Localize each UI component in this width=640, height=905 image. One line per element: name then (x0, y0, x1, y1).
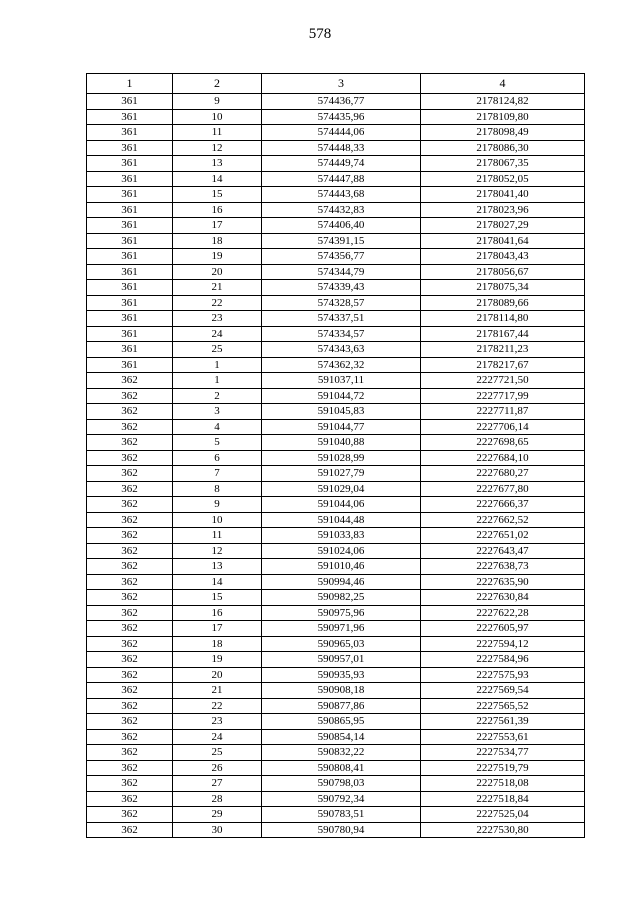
x-coordinate-cell: 574337,51 (262, 311, 421, 327)
table-row (87, 822, 585, 838)
point-number-cell: 15 (173, 187, 262, 203)
point-number-cell: 24 (173, 729, 262, 745)
page-number: 578 (308, 26, 332, 42)
point-number-cell: 5 (173, 435, 262, 451)
table-row (87, 125, 585, 141)
x-coordinate-cell: 590877,86 (262, 698, 421, 714)
x-coordinate-cell: 590908,18 (262, 683, 421, 699)
x-coordinate-cell: 590865,95 (262, 714, 421, 730)
point-number-cell: 13 (173, 156, 262, 172)
x-coordinate-cell: 574362,32 (262, 357, 421, 373)
point-number-cell: 22 (173, 295, 262, 311)
x-coordinate-cell: 590792,34 (262, 791, 421, 807)
point-number-cell: 9 (173, 94, 262, 110)
x-coordinate-cell: 590808,41 (262, 760, 421, 776)
table-row (87, 621, 585, 637)
y-coordinate-cell: 2227666,37 (421, 497, 585, 513)
parcel-number-cell: 362 (87, 466, 173, 482)
point-number-cell: 20 (173, 667, 262, 683)
table-row (87, 435, 585, 451)
table-row (87, 497, 585, 513)
x-coordinate-cell: 590798,03 (262, 776, 421, 792)
point-number-cell: 16 (173, 202, 262, 218)
y-coordinate-cell: 2227622,28 (421, 605, 585, 621)
x-coordinate-cell: 574343,63 (262, 342, 421, 358)
parcel-number-cell: 362 (87, 512, 173, 528)
x-coordinate-cell: 591029,04 (262, 481, 421, 497)
y-coordinate-cell: 2227519,79 (421, 760, 585, 776)
column-header-1: 1 (87, 74, 173, 94)
parcel-number-cell: 362 (87, 822, 173, 838)
table-row (87, 171, 585, 187)
y-coordinate-cell: 2178124,82 (421, 94, 585, 110)
parcel-number-cell: 361 (87, 109, 173, 125)
y-coordinate-cell: 2227553,61 (421, 729, 585, 745)
x-coordinate-cell: 574339,43 (262, 280, 421, 296)
y-coordinate-cell: 2178041,40 (421, 187, 585, 203)
x-coordinate-cell: 590957,01 (262, 652, 421, 668)
point-number-cell: 24 (173, 326, 262, 342)
x-coordinate-cell: 574448,33 (262, 140, 421, 156)
point-number-cell: 12 (173, 543, 262, 559)
point-number-cell: 14 (173, 171, 262, 187)
point-number-cell: 11 (173, 528, 262, 544)
point-number-cell: 29 (173, 807, 262, 823)
point-number-cell: 18 (173, 636, 262, 652)
x-coordinate-cell: 591024,06 (262, 543, 421, 559)
point-number-cell: 23 (173, 714, 262, 730)
table-row (87, 326, 585, 342)
y-coordinate-cell: 2178041,64 (421, 233, 585, 249)
y-coordinate-cell: 2227565,52 (421, 698, 585, 714)
parcel-number-cell: 362 (87, 636, 173, 652)
x-coordinate-cell: 574435,96 (262, 109, 421, 125)
table-row (87, 714, 585, 730)
parcel-number-cell: 361 (87, 326, 173, 342)
parcel-number-cell: 362 (87, 419, 173, 435)
table-row (87, 264, 585, 280)
table-row (87, 94, 585, 110)
table-row (87, 776, 585, 792)
point-number-cell: 7 (173, 466, 262, 482)
point-number-cell: 25 (173, 342, 262, 358)
y-coordinate-cell: 2178109,80 (421, 109, 585, 125)
x-coordinate-cell: 590832,22 (262, 745, 421, 761)
x-coordinate-cell: 574406,40 (262, 218, 421, 234)
y-coordinate-cell: 2227518,84 (421, 791, 585, 807)
parcel-number-cell: 362 (87, 683, 173, 699)
y-coordinate-cell: 2227561,39 (421, 714, 585, 730)
x-coordinate-cell: 591033,83 (262, 528, 421, 544)
y-coordinate-cell: 2227711,87 (421, 404, 585, 420)
parcel-number-cell: 361 (87, 171, 173, 187)
x-coordinate-cell: 591044,48 (262, 512, 421, 528)
y-coordinate-cell: 2227662,52 (421, 512, 585, 528)
x-coordinate-cell: 591044,72 (262, 388, 421, 404)
point-number-cell: 22 (173, 698, 262, 714)
y-coordinate-cell: 2178052,05 (421, 171, 585, 187)
table-header (87, 74, 585, 94)
table-row (87, 295, 585, 311)
point-number-cell: 3 (173, 404, 262, 420)
table-row (87, 481, 585, 497)
x-coordinate-cell: 591010,46 (262, 559, 421, 575)
point-number-cell: 18 (173, 233, 262, 249)
point-number-cell: 16 (173, 605, 262, 621)
y-coordinate-cell: 2178098,49 (421, 125, 585, 141)
y-coordinate-cell: 2227684,10 (421, 450, 585, 466)
x-coordinate-cell: 574449,74 (262, 156, 421, 172)
x-coordinate-cell: 590982,25 (262, 590, 421, 606)
y-coordinate-cell: 2178023,96 (421, 202, 585, 218)
point-number-cell: 1 (173, 357, 262, 373)
point-number-cell: 15 (173, 590, 262, 606)
point-number-cell: 14 (173, 574, 262, 590)
table-row (87, 760, 585, 776)
table-row (87, 528, 585, 544)
y-coordinate-cell: 2178086,30 (421, 140, 585, 156)
parcel-number-cell: 362 (87, 435, 173, 451)
table-row (87, 652, 585, 668)
y-coordinate-cell: 2178043,43 (421, 249, 585, 265)
y-coordinate-cell: 2178114,80 (421, 311, 585, 327)
point-number-cell: 19 (173, 249, 262, 265)
y-coordinate-cell: 2178089,66 (421, 295, 585, 311)
point-number-cell: 12 (173, 140, 262, 156)
x-coordinate-cell: 590965,03 (262, 636, 421, 652)
point-number-cell: 26 (173, 760, 262, 776)
x-coordinate-cell: 590780,94 (262, 822, 421, 838)
y-coordinate-cell: 2227698,65 (421, 435, 585, 451)
parcel-number-cell: 362 (87, 698, 173, 714)
x-coordinate-cell: 591028,99 (262, 450, 421, 466)
x-coordinate-cell: 574334,57 (262, 326, 421, 342)
x-coordinate-cell: 590935,93 (262, 667, 421, 683)
parcel-number-cell: 361 (87, 125, 173, 141)
x-coordinate-cell: 590975,96 (262, 605, 421, 621)
point-number-cell: 21 (173, 683, 262, 699)
x-coordinate-cell: 574436,77 (262, 94, 421, 110)
parcel-number-cell: 362 (87, 776, 173, 792)
table-row (87, 140, 585, 156)
y-coordinate-cell: 2178027,29 (421, 218, 585, 234)
parcel-number-cell: 362 (87, 621, 173, 637)
x-coordinate-cell: 574344,79 (262, 264, 421, 280)
parcel-number-cell: 362 (87, 745, 173, 761)
parcel-number-cell: 362 (87, 574, 173, 590)
table-row (87, 683, 585, 699)
table-row (87, 388, 585, 404)
x-coordinate-cell: 574432,83 (262, 202, 421, 218)
parcel-number-cell: 362 (87, 667, 173, 683)
parcel-number-cell: 362 (87, 760, 173, 776)
parcel-number-cell: 362 (87, 497, 173, 513)
parcel-number-cell: 361 (87, 295, 173, 311)
parcel-number-cell: 361 (87, 280, 173, 296)
point-number-cell: 4 (173, 419, 262, 435)
point-number-cell: 1 (173, 373, 262, 389)
parcel-number-cell: 361 (87, 342, 173, 358)
y-coordinate-cell: 2178056,67 (421, 264, 585, 280)
x-coordinate-cell: 590783,51 (262, 807, 421, 823)
y-coordinate-cell: 2227518,08 (421, 776, 585, 792)
table-row (87, 636, 585, 652)
parcel-number-cell: 361 (87, 187, 173, 203)
y-coordinate-cell: 2227605,97 (421, 621, 585, 637)
table-row (87, 233, 585, 249)
parcel-number-cell: 362 (87, 528, 173, 544)
table-row (87, 404, 585, 420)
table-row (87, 512, 585, 528)
y-coordinate-cell: 2227575,93 (421, 667, 585, 683)
y-coordinate-cell: 2178075,34 (421, 280, 585, 296)
x-coordinate-cell: 591027,79 (262, 466, 421, 482)
y-coordinate-cell: 2227594,12 (421, 636, 585, 652)
table-row (87, 280, 585, 296)
parcel-number-cell: 362 (87, 590, 173, 606)
point-number-cell: 25 (173, 745, 262, 761)
parcel-number-cell: 361 (87, 140, 173, 156)
point-number-cell: 20 (173, 264, 262, 280)
y-coordinate-cell: 2227638,73 (421, 559, 585, 575)
point-number-cell: 6 (173, 450, 262, 466)
x-coordinate-cell: 574443,68 (262, 187, 421, 203)
table-row (87, 373, 585, 389)
table-row (87, 543, 585, 559)
parcel-number-cell: 361 (87, 249, 173, 265)
parcel-number-cell: 361 (87, 311, 173, 327)
x-coordinate-cell: 590994,46 (262, 574, 421, 590)
table-row (87, 807, 585, 823)
parcel-number-cell: 362 (87, 652, 173, 668)
parcel-number-cell: 361 (87, 202, 173, 218)
table-row (87, 605, 585, 621)
y-coordinate-cell: 2227530,80 (421, 822, 585, 838)
parcel-number-cell: 361 (87, 233, 173, 249)
table-row (87, 450, 585, 466)
y-coordinate-cell: 2227651,02 (421, 528, 585, 544)
parcel-number-cell: 361 (87, 218, 173, 234)
parcel-number-cell: 362 (87, 729, 173, 745)
y-coordinate-cell: 2227721,50 (421, 373, 585, 389)
point-number-cell: 10 (173, 109, 262, 125)
table-row (87, 466, 585, 482)
parcel-number-cell: 362 (87, 807, 173, 823)
parcel-number-cell: 362 (87, 373, 173, 389)
x-coordinate-cell: 590854,14 (262, 729, 421, 745)
x-coordinate-cell: 574328,57 (262, 295, 421, 311)
x-coordinate-cell: 574356,77 (262, 249, 421, 265)
coordinates-table (86, 73, 585, 838)
table-row (87, 218, 585, 234)
point-number-cell: 28 (173, 791, 262, 807)
parcel-number-cell: 362 (87, 605, 173, 621)
parcel-number-cell: 362 (87, 791, 173, 807)
x-coordinate-cell: 574391,15 (262, 233, 421, 249)
parcel-number-cell: 362 (87, 481, 173, 497)
table-row (87, 109, 585, 125)
table-row (87, 590, 585, 606)
point-number-cell: 30 (173, 822, 262, 838)
table-row (87, 729, 585, 745)
x-coordinate-cell: 574444,06 (262, 125, 421, 141)
parcel-number-cell: 362 (87, 388, 173, 404)
point-number-cell: 10 (173, 512, 262, 528)
y-coordinate-cell: 2227584,96 (421, 652, 585, 668)
point-number-cell: 8 (173, 481, 262, 497)
table-row (87, 202, 585, 218)
parcel-number-cell: 362 (87, 543, 173, 559)
point-number-cell: 11 (173, 125, 262, 141)
y-coordinate-cell: 2178067,35 (421, 156, 585, 172)
y-coordinate-cell: 2227643,47 (421, 543, 585, 559)
y-coordinate-cell: 2227569,54 (421, 683, 585, 699)
table-row (87, 791, 585, 807)
y-coordinate-cell: 2227630,84 (421, 590, 585, 606)
point-number-cell: 9 (173, 497, 262, 513)
parcel-number-cell: 361 (87, 156, 173, 172)
parcel-number-cell: 361 (87, 264, 173, 280)
table-row (87, 187, 585, 203)
table-row (87, 559, 585, 575)
table-row (87, 574, 585, 590)
parcel-number-cell: 362 (87, 450, 173, 466)
x-coordinate-cell: 591044,06 (262, 497, 421, 513)
y-coordinate-cell: 2178211,23 (421, 342, 585, 358)
column-header-3: 3 (262, 74, 421, 94)
point-number-cell: 17 (173, 621, 262, 637)
y-coordinate-cell: 2227635,90 (421, 574, 585, 590)
table-row (87, 667, 585, 683)
point-number-cell: 21 (173, 280, 262, 296)
point-number-cell: 19 (173, 652, 262, 668)
x-coordinate-cell: 591037,11 (262, 373, 421, 389)
point-number-cell: 2 (173, 388, 262, 404)
point-number-cell: 17 (173, 218, 262, 234)
x-coordinate-cell: 591044,77 (262, 419, 421, 435)
point-number-cell: 13 (173, 559, 262, 575)
y-coordinate-cell: 2227677,80 (421, 481, 585, 497)
header-row (87, 74, 585, 94)
x-coordinate-cell: 574447,88 (262, 171, 421, 187)
table-row (87, 342, 585, 358)
table-row (87, 357, 585, 373)
x-coordinate-cell: 591045,83 (262, 404, 421, 420)
table-row (87, 419, 585, 435)
y-coordinate-cell: 2227525,04 (421, 807, 585, 823)
column-header-4: 4 (421, 74, 585, 94)
parcel-number-cell: 361 (87, 357, 173, 373)
table-body (87, 94, 585, 838)
table-row (87, 745, 585, 761)
table-row (87, 249, 585, 265)
point-number-cell: 23 (173, 311, 262, 327)
x-coordinate-cell: 590971,96 (262, 621, 421, 637)
parcel-number-cell: 362 (87, 559, 173, 575)
y-coordinate-cell: 2227717,99 (421, 388, 585, 404)
y-coordinate-cell: 2227534,77 (421, 745, 585, 761)
parcel-number-cell: 361 (87, 94, 173, 110)
y-coordinate-cell: 2227706,14 (421, 419, 585, 435)
y-coordinate-cell: 2227680,27 (421, 466, 585, 482)
parcel-number-cell: 362 (87, 404, 173, 420)
table-row (87, 698, 585, 714)
x-coordinate-cell: 591040,88 (262, 435, 421, 451)
y-coordinate-cell: 2178217,67 (421, 357, 585, 373)
table-row (87, 156, 585, 172)
table-row (87, 311, 585, 327)
point-number-cell: 27 (173, 776, 262, 792)
column-header-2: 2 (173, 74, 262, 94)
y-coordinate-cell: 2178167,44 (421, 326, 585, 342)
parcel-number-cell: 362 (87, 714, 173, 730)
